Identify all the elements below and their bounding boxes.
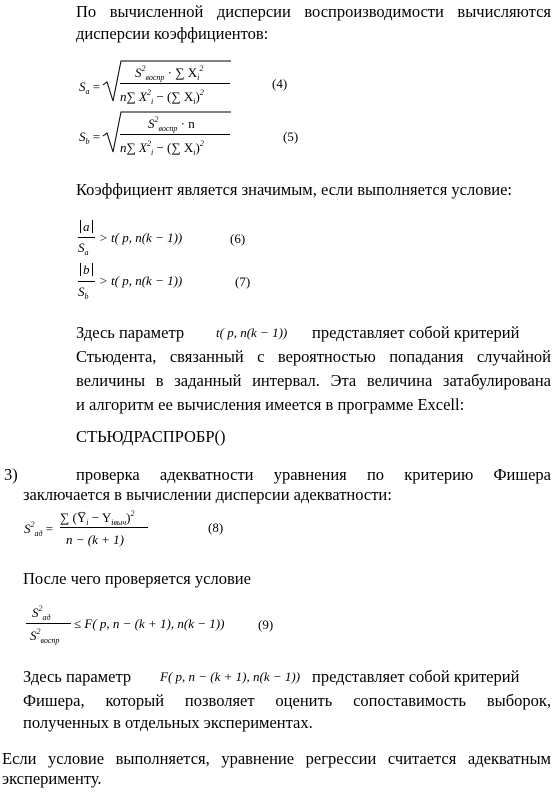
final-line-1: Если условие выполняется, уравнение регрессии считается адекватным bbox=[2, 749, 551, 768]
after-text: После чего проверяется условие bbox=[23, 569, 251, 588]
function-name: СТЬЮДРАСПРОБР() bbox=[76, 427, 226, 446]
equation-6-number: (6) bbox=[230, 231, 246, 246]
item-number: 3) bbox=[4, 465, 18, 484]
equation-4-number: (4) bbox=[272, 76, 288, 91]
equation-8-number: (8) bbox=[208, 520, 224, 535]
intro-line-1: По вычисленной дисперсии воспроизводимости вычисляются bbox=[76, 2, 551, 21]
final-line-2: эксперименту. bbox=[2, 769, 102, 788]
equation-5-number: (5) bbox=[283, 129, 299, 144]
equation-9-number: (9) bbox=[258, 617, 274, 632]
significance-text: Коэффициент является значимым, если выполняется условие: bbox=[76, 180, 513, 199]
intro-line-2: дисперсии коэффициентов: bbox=[76, 24, 269, 43]
equation-7-number: (7) bbox=[235, 274, 251, 289]
